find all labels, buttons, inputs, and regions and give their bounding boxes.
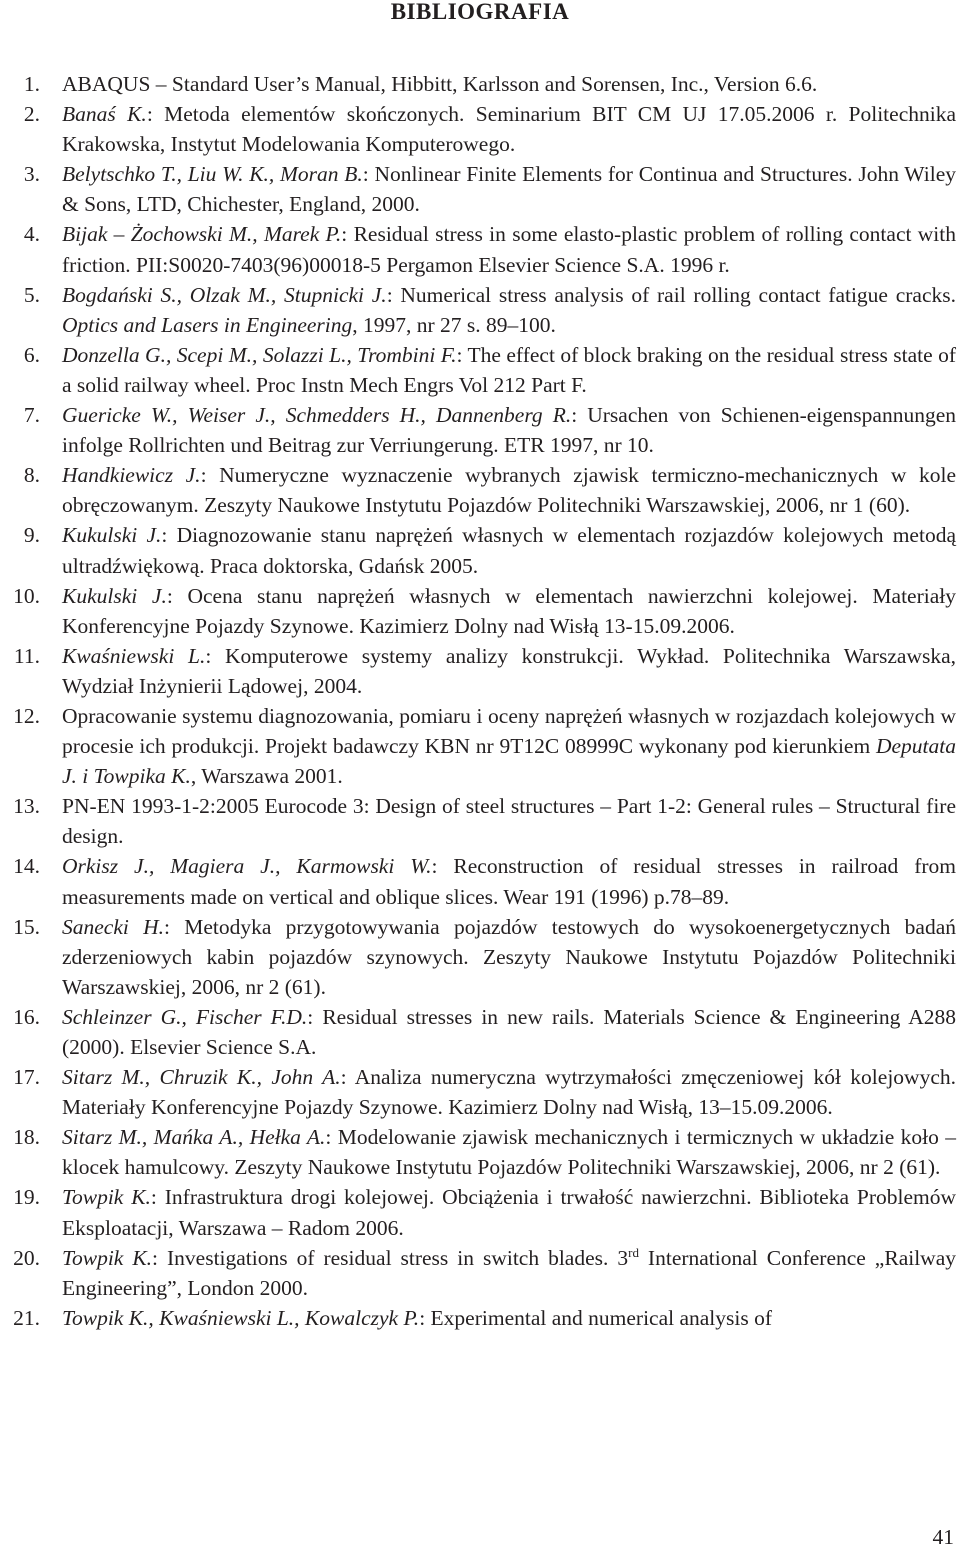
entry-number: 14. <box>13 854 40 879</box>
entry-number: 10. <box>13 583 40 608</box>
entry-number: 16. <box>13 1004 40 1029</box>
entry-number: 5. <box>23 282 40 307</box>
bibliography-list <box>0 69 960 1333</box>
page-title: BIBLIOGRAFIA <box>390 0 570 24</box>
italic-text: Orkisz J., Magiera J., Karmowski W. <box>62 854 432 879</box>
entry-text: ABAQUS – Standard User’s Manual, Hibbitt, Karlsson and Sorensen, Inc., Version 6.6. <box>62 72 818 96</box>
entry-number: 12. <box>13 703 40 728</box>
entry-number: 21. <box>13 1305 40 1330</box>
italic-text: Sitarz M., Mańka A., Hełka A. <box>62 1125 326 1150</box>
italic-text: Schleinzer G., Fischer F.D. <box>62 1004 308 1029</box>
italic-text: Towpik K. <box>62 1185 151 1210</box>
entry-text: : Experimental and numerical analysis of <box>419 1305 773 1330</box>
entry-number: 18. <box>13 1125 40 1150</box>
bibliography-entry <box>0 912 960 1002</box>
entry-text: : Analiza numeryczna wytrzymałości zmęczeniowej kół kolejowych. Materiały Konferencyjne Pojazdy Szynowe. Kazimierz Dolny nad Wisłą, 13–15.09.2006. <box>62 1065 956 1120</box>
italic-text: Kukulski J. <box>62 583 167 608</box>
italic-text: Handkiewicz J. <box>62 463 201 488</box>
bibliography-entry <box>0 219 960 279</box>
bibliography-entry <box>0 701 960 791</box>
entry-text: : Reconstruction of residual stresses in railroad from measurements made on vertical and oblique slices. Wear 191 (1996) p.78–89. <box>62 854 956 909</box>
bibliography-entry <box>0 791 960 851</box>
bibliography-entry <box>0 340 960 400</box>
bibliography-entry <box>0 1062 960 1122</box>
italic-text: Bogdański S., Olzak M., Stupnicki J. <box>62 282 387 307</box>
entry-number: 13. <box>13 794 40 819</box>
bibliography-entry <box>0 159 960 219</box>
italic-text: Banaś K. <box>62 102 147 127</box>
bibliography-entry <box>0 641 960 701</box>
page-number: 41 <box>932 1525 954 1549</box>
entry-number: 15. <box>13 914 40 939</box>
entry-number: 19. <box>13 1185 40 1210</box>
entry-number: 6. <box>23 342 40 367</box>
bibliography-entry <box>0 69 960 99</box>
entry-text: : Nonlinear Finite Elements for Continua and Structures. John Wiley & Sons, LTD, Chichester, England, 2000. <box>62 162 956 217</box>
bibliography-entry <box>0 520 960 580</box>
entry-number: 8. <box>23 463 40 488</box>
entry-number: 20. <box>13 1245 40 1270</box>
entry-text: : Ocena stanu naprężeń własnych w elementach nawierzchni kolejowej. Materiały Konferencyjne Pojazdy Szynowe. Kazimierz Dolny nad Wisłą 13-15.09.2006. <box>62 583 956 638</box>
entry-number: 2. <box>23 102 40 127</box>
entry-number: 1. <box>23 72 40 96</box>
entry-number: 11. <box>13 643 40 668</box>
entry-number: 3. <box>23 162 40 187</box>
italic-text: Towpik K., Kwaśniewski L., Kowalczyk P. <box>62 1305 420 1330</box>
entry-number: 17. <box>13 1065 40 1090</box>
entry-text: : Numeryczne wyznaczenie wybranych zjawisk termiczno-mechanicznych w kole obręczowanym. Zeszyty Naukowe Instytutu Pojazdów Politechniki Warszawskiej, 2006, nr 1 (60). <box>62 463 956 518</box>
entry-text: : Ursachen von Schienen-eigenspannungen infolge Rollrichten und Beitrag zur Verriungerung. ETR 1997, nr 10. <box>62 403 956 458</box>
entry-text: , Warszawa 2001. <box>190 764 343 789</box>
bibliography-entry <box>0 1182 960 1242</box>
superscript: rd <box>628 1244 639 1260</box>
entry-text: , 1997, nr 27 s. 89–100. <box>352 312 556 337</box>
entry-number: 4. <box>23 222 40 247</box>
entry-text: : Diagnozowanie stanu naprężeń własnych w elementach rozjazdów kolejowych metodą ultradźwiękową. Praca doktorska, Gdańsk 2005. <box>62 523 956 578</box>
bibliography-entry <box>0 280 960 340</box>
entry-number: 9. <box>23 523 40 548</box>
entry-text: : Infrastruktura drogi kolejowej. Obciążenia i trwałość nawierzchni. Biblioteka Problemów Eksploatacji, Warszawa – Radom 2006. <box>62 1185 956 1240</box>
italic-text: Sitarz M., Chruzik K., John A. <box>62 1065 341 1090</box>
entry-text: PN-EN 1993-1-2:2005 Eurocode 3: Design of steel structures – Part 1-2: General rules – Structural fire design. <box>62 794 956 849</box>
italic-text: Kwaśniewski L. <box>62 643 206 668</box>
italic-text: Belytschko T., Liu W. K., Moran B. <box>62 162 363 187</box>
bibliography-entry <box>0 460 960 520</box>
bibliography-entry <box>0 1122 960 1182</box>
entry-text: : Metodyka przygotowywania pojazdów testowych do wysokoenergetycznych badań zderzeniowych kabin pojazdów szynowych. Zeszyty Naukowe Instytutu Pojazdów Politechniki Warszawskiej, 2006, nr 2 (61). <box>62 914 956 999</box>
italic-text: Sanecki H. <box>62 914 165 939</box>
bibliography-entry <box>0 1243 960 1303</box>
bibliography-entry <box>0 400 960 460</box>
entry-text: : Numerical stress analysis of rail rolling contact fatigue cracks. <box>386 282 956 307</box>
entry-text: : Modelowanie zjawisk mechanicznych i termicznych w układzie koło – klocek hamulcowy. Zeszyty Naukowe Instytutu Pojazdów Politechniki Warszawskiej, 2006, nr 2 (61). <box>62 1125 956 1180</box>
bibliography-entry <box>0 851 960 911</box>
entry-text: International Conference „Railway Engineering”, London 2000. <box>62 1245 956 1300</box>
italic-text: Optics and Lasers in Engineering <box>62 312 353 337</box>
italic-text: Donzella G., Scepi M., Solazzi L., Trombini F. <box>62 342 457 367</box>
italic-text: Bijak – Żochowski M., Marek P. <box>62 222 342 247</box>
entry-text: : Investigations of residual stress in switch blades. 3 <box>152 1245 629 1270</box>
entry-text: : Residual stress in some elasto-plastic problem of rolling contact with friction. PII:S0020-7403(96)00018-5 Pergamon Elsevier Science S.A. 1996 r. <box>62 222 956 277</box>
bibliography-entry <box>0 1002 960 1062</box>
entry-text: : Metoda elementów skończonych. Seminarium BIT CM UJ 17.05.2006 r. Politechnika Krakowska, Instytut Modelowania Komputerowego. <box>62 102 956 157</box>
entry-text: : Komputerowe systemy analizy konstrukcji. Wykład. Politechnika Warszawska, Wydział Inżynierii Lądowej, 2004. <box>62 643 956 698</box>
italic-text: Towpik K. <box>62 1245 153 1270</box>
entry-text: Opracowanie systemu diagnozowania, pomiaru i oceny naprężeń własnych w rozjazdach kolejowych w procesie ich produkcji. Projekt badawczy KBN nr 9T12C 08999C wykonany pod kierunkiem <box>62 703 956 759</box>
italic-text: Guericke W., Weiser J., Schmedders H., Dannenberg R. <box>62 403 572 428</box>
bibliography-entry <box>0 1303 960 1333</box>
entry-text: : Residual stresses in new rails. Materials Science & Engineering A288 (2000). Elsevier Science S.A. <box>62 1004 957 1059</box>
entry-text: : The effect of block braking on the residual stress state of a solid railway wheel. Proc Instn Mech Engrs Vol 212 Part F. <box>62 342 956 397</box>
bibliography-entry <box>0 99 960 159</box>
italic-text: Deputata J. i Towpika K. <box>62 734 956 789</box>
entry-number: 7. <box>23 403 40 428</box>
bibliography-entry <box>0 581 960 641</box>
italic-text: Kukulski J. <box>62 523 162 548</box>
